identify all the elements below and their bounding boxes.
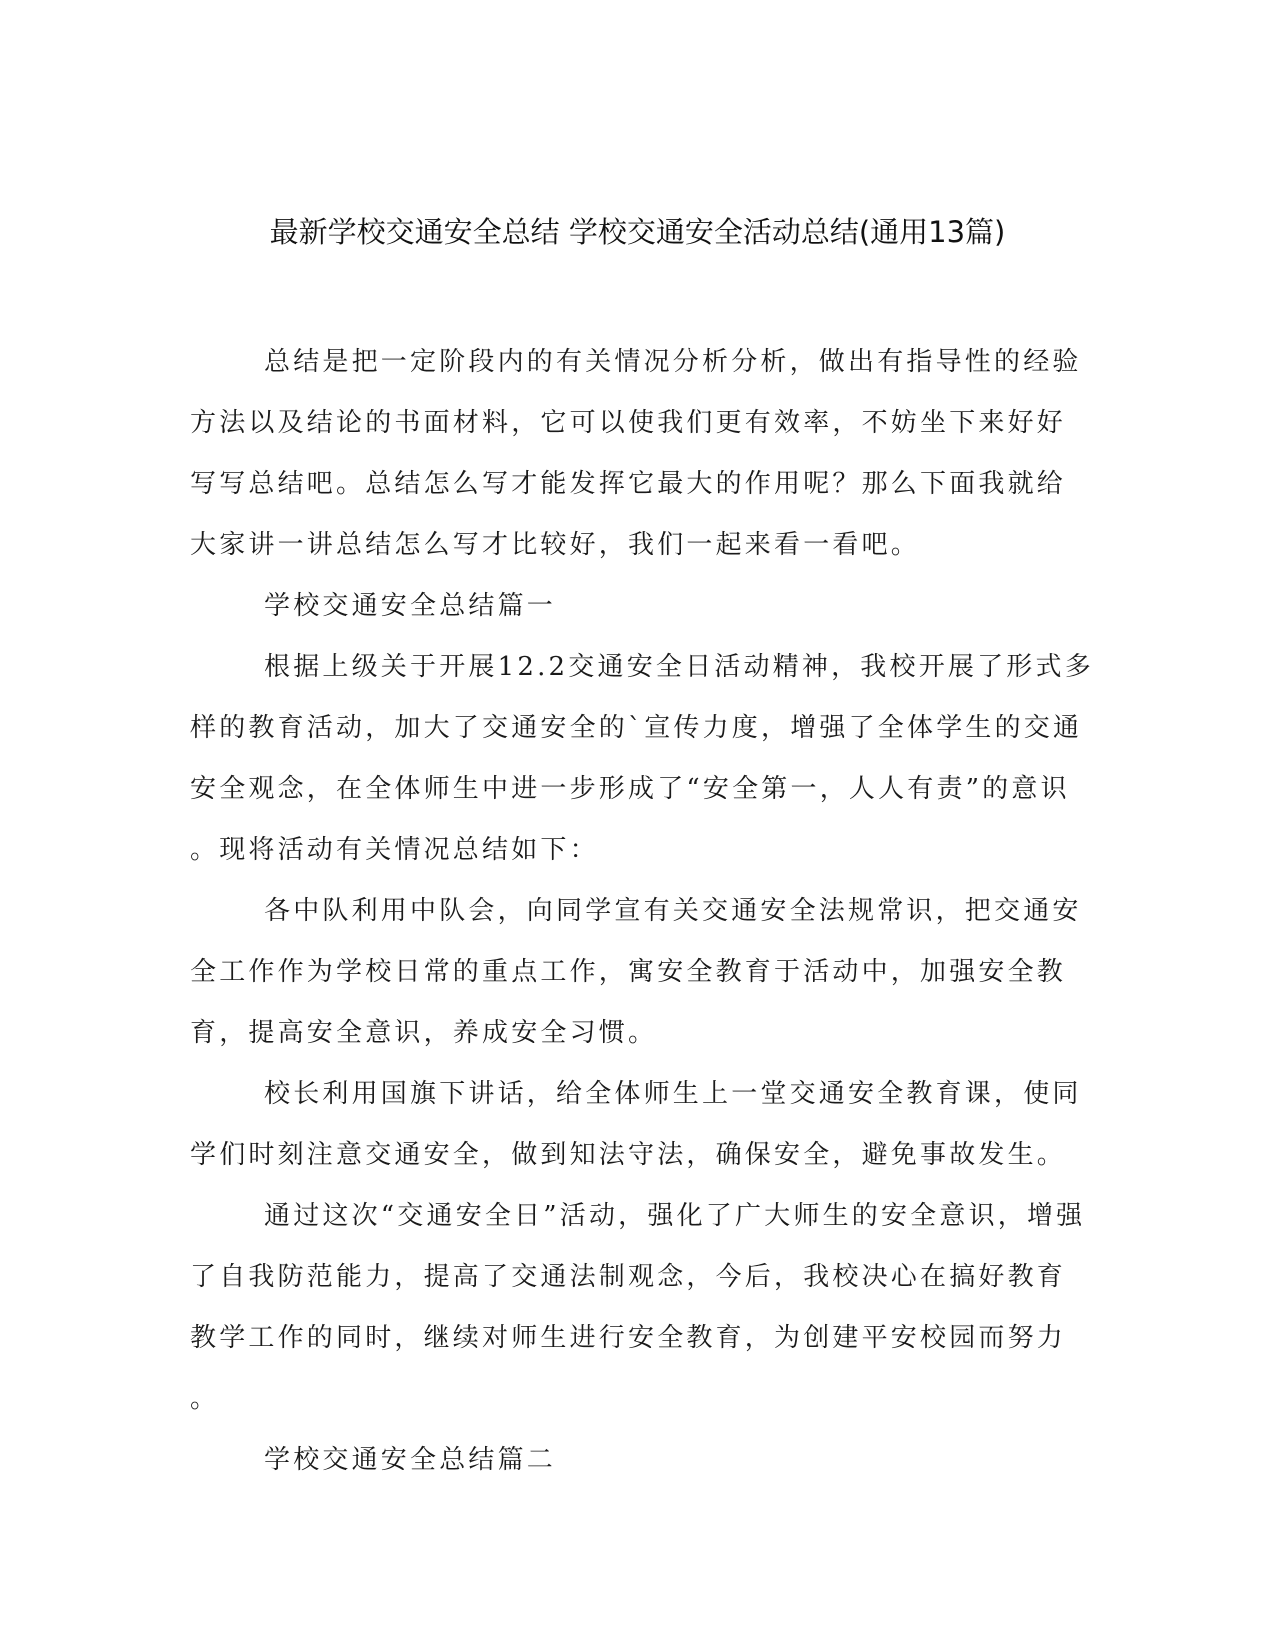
text-line: 安全观念，在全体师生中进一步形成了“安全第一，人人有责”的意识 bbox=[190, 774, 1070, 804]
body-paragraph bbox=[190, 1186, 1086, 1430]
text-line: 了自我防范能力，提高了交通法制观念，今后，我校决心在搞好教育 bbox=[190, 1262, 1067, 1292]
section-heading-1 bbox=[190, 576, 1080, 637]
text-line: 总结是把一定阶段内的有关情况分析分析，做出有指导性的经验 bbox=[264, 347, 1082, 377]
text-line: 根据上级关于开展12.2交通安全日活动精神，我校开展了形式多 bbox=[264, 652, 1094, 682]
document-title: 最新学校交通安全总结 学校交通安全活动总结(通用13篇) bbox=[269, 215, 1006, 249]
text-line: 。 bbox=[190, 1384, 220, 1414]
text-line: 全工作作为学校日常的重点工作，寓安全教育于活动中，加强安全教 bbox=[190, 957, 1067, 987]
intro-paragraph bbox=[190, 332, 1080, 576]
text-line: 学们时刻注意交通安全，做到知法守法，确保安全，避免事故发生。 bbox=[190, 1140, 1067, 1170]
section-heading-text: 学校交通安全总结篇一 bbox=[264, 591, 557, 621]
document-body bbox=[190, 332, 1094, 1491]
text-line: 方法以及结论的书面材料，它可以使我们更有效率，不妨坐下来好好 bbox=[190, 408, 1067, 438]
text-line: 样的教育活动，加大了交通安全的`宣传力度，增强了全体学生的交通 bbox=[190, 713, 1083, 743]
section-heading-2 bbox=[190, 1430, 1080, 1491]
text-line: 大家讲一讲总结怎么写才比较好，我们一起来看一看吧。 bbox=[190, 530, 921, 560]
body-paragraph bbox=[190, 881, 1080, 1064]
section-heading-text: 学校交通安全总结篇二 bbox=[264, 1445, 557, 1475]
body-paragraph bbox=[190, 1064, 1080, 1186]
body-paragraph bbox=[190, 637, 1094, 881]
text-line: 写写总结吧。总结怎么写才能发挥它最大的作用呢？那么下面我就给 bbox=[190, 469, 1067, 499]
text-line: 育，提高安全意识，养成安全习惯。 bbox=[190, 1018, 658, 1048]
text-line: 通过这次“交通安全日”活动，强化了广大师生的安全意识，增强 bbox=[264, 1201, 1086, 1231]
text-line: 校长利用国旗下讲话，给全体师生上一堂交通安全教育课，使同 bbox=[264, 1079, 1082, 1109]
text-line: 。现将活动有关情况总结如下： bbox=[190, 835, 599, 865]
text-line: 各中队利用中队会，向同学宣有关交通安全法规常识，把交通安 bbox=[264, 896, 1082, 926]
text-line: 教学工作的同时，继续对师生进行安全教育，为创建平安校园而努力 bbox=[190, 1323, 1067, 1353]
